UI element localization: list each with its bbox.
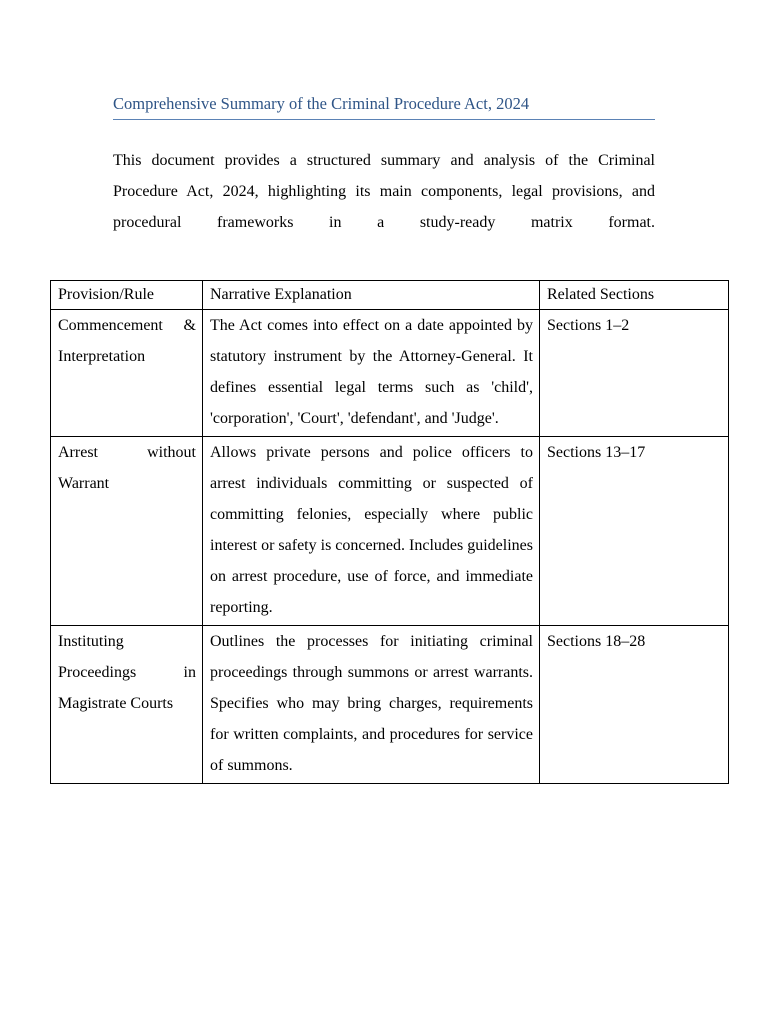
table-row — [51, 626, 729, 784]
header-sections: Related Sections — [540, 281, 729, 310]
header-explanation: Narrative Explanation — [203, 281, 540, 310]
explanation-cell: Allows private persons and police officers to arrest individuals committing or suspected of committing felonies, especially where public interest or safety is concerned. Includes guidelines on arrest procedure, use of force, and immediate reporting. — [203, 437, 540, 626]
sections-cell: Sections 18–28 — [540, 626, 729, 784]
explanation-cell: Outlines the processes for initiating criminal proceedings through summons or arrest warrants. Specifies who may bring charges, requirements for written complaints, and procedures for service of summons. — [203, 626, 540, 784]
sections-cell: Sections 13–17 — [540, 437, 729, 626]
summary-matrix-table — [50, 280, 729, 784]
provision-cell: Commencement & Interpretation — [51, 310, 203, 437]
intro-paragraph: This document provides a structured summary and analysis of the Criminal Procedure Act, 2024, highlighting its main components, legal provisions, and procedural frameworks in a study-ready matrix format. — [113, 152, 655, 231]
document-title: Comprehensive Summary of the Criminal Procedure Act, 2024 — [113, 92, 655, 120]
provision-cell: Arrest without Warrant — [51, 437, 203, 626]
provision-cell: Instituting Proceedings in Magistrate Courts — [51, 626, 203, 784]
explanation-cell: The Act comes into effect on a date appointed by statutory instrument by the Attorney-General. It defines essential legal terms such as 'child', 'corporation', 'Court', 'defendant', and 'Judge'. — [203, 310, 540, 437]
table-row — [51, 310, 729, 437]
header-provision: Provision/Rule — [51, 281, 203, 310]
table-row — [51, 437, 729, 626]
sections-cell: Sections 1–2 — [540, 310, 729, 437]
table-header-row — [51, 281, 729, 310]
